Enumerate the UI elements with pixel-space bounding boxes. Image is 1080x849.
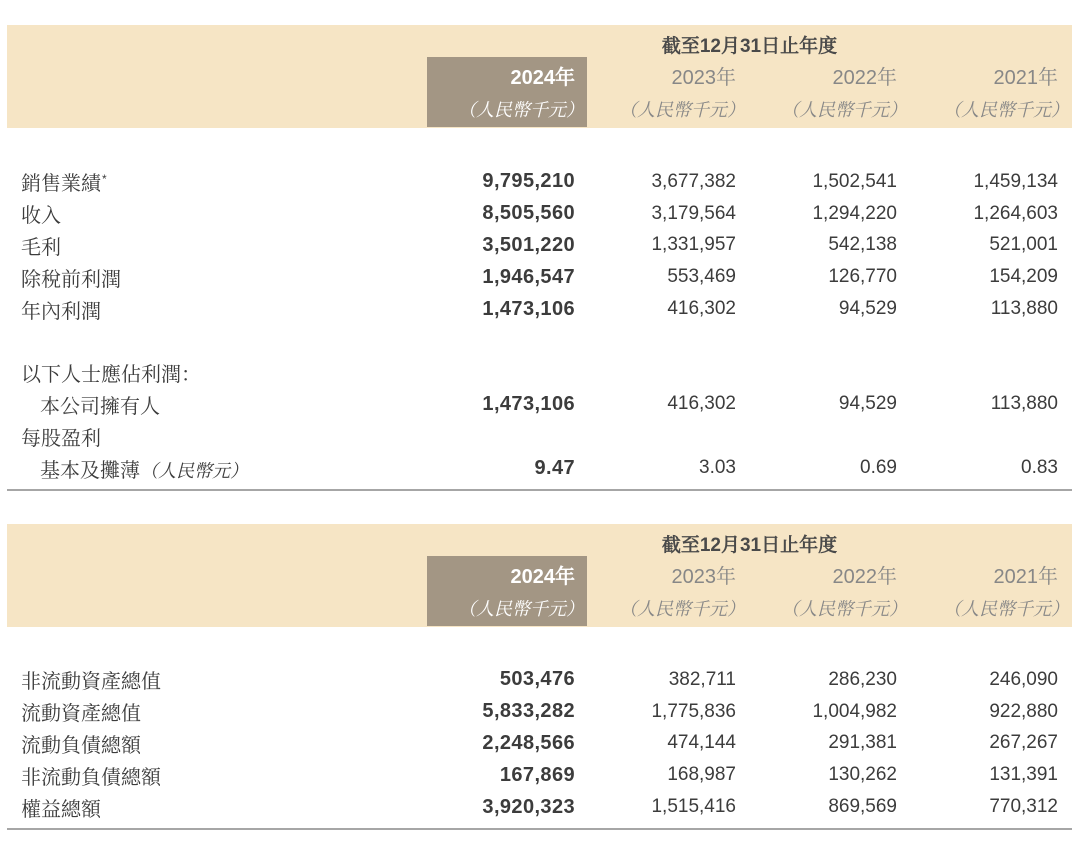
year-header-2024: 2024年 [510,67,575,89]
value-2023: 1,515,416 [651,796,736,818]
unit-header-2021: （人民幣千元） [943,599,1069,619]
value-2023: 382,711 [668,668,736,690]
value-2024: 1,946,547 [482,265,575,288]
row-label: 本公司擁有人 [40,395,160,418]
year-header-2023: 2023年 [671,566,736,588]
row-label: 流動負債總額 [21,734,141,757]
value-2021: 1,264,603 [973,202,1058,224]
row-label: 非流動資產總值 [21,671,161,694]
row-label: 每股盈利 [21,427,101,450]
value-2021: 113,880 [990,393,1058,415]
row-non-current-liabilities [7,759,1072,791]
row-label-text: 基本及攤薄 [40,459,140,482]
row-revenue [7,198,1072,230]
value-2023: 168,987 [667,764,736,786]
table-body [7,128,1072,491]
value-2023: 416,302 [667,393,736,415]
value-2022: 286,230 [828,668,897,690]
value-2024: 3,501,220 [482,233,575,256]
row-profit-for-year [7,293,1072,325]
value-2022: 0.69 [860,457,897,479]
value-2021: 267,267 [989,732,1058,754]
value-2022: 94,529 [838,298,897,320]
row-label-text: 銷售業績 [21,173,101,196]
year-header-2021: 2021年 [993,566,1058,588]
value-2024: 167,869 [499,763,575,786]
value-2021: 131,391 [989,764,1058,786]
balance-summary-table [7,524,1072,830]
year-header-2022: 2022年 [832,566,897,588]
row-total-equity [7,791,1072,823]
row-basic-diluted-eps [7,452,1072,484]
row-label: 以下人士應佔利潤： [21,364,201,387]
unit-header-row [427,97,1072,123]
year-header-2024: 2024年 [510,566,575,588]
year-header-2021: 2021年 [993,67,1058,89]
value-2022: 94,529 [838,393,897,415]
row-label: 收入 [21,205,61,228]
value-2023: 474,144 [667,732,736,754]
row-owners-of-company [7,389,1072,421]
value-2021: 154,209 [989,266,1058,288]
value-2023: 1,331,957 [651,234,736,256]
row-label: 非流動負債總額 [21,766,161,789]
value-2021: 113,880 [990,298,1058,320]
unit-header-row [427,596,1072,622]
value-2024: 503,476 [499,668,575,691]
value-2023: 553,469 [667,266,736,288]
unit-header-2024: （人民幣千元） [458,100,584,120]
value-2024: 9.47 [534,456,575,479]
year-header-2023: 2023年 [671,67,736,89]
unit-header-2023: （人民幣千元） [619,599,745,619]
value-2022: 1,502,541 [812,170,897,192]
footnote-mark: * [102,171,107,186]
unit-header-2023: （人民幣千元） [619,100,745,120]
row-label [7,454,427,483]
row-label-unit: （人民幣元） [140,460,248,481]
value-2023: 3,677,382 [651,170,736,192]
period-header: 截至12月31日止年度 [661,36,838,57]
value-2024: 2,248,566 [482,731,575,754]
income-summary-table [7,25,1072,491]
value-2024: 3,920,323 [482,795,575,818]
value-2024: 1,473,106 [482,392,575,415]
row-current-assets [7,696,1072,728]
row-label: 毛利 [21,236,61,259]
period-header: 截至12月31日止年度 [661,535,838,556]
value-2022: 1,294,220 [812,202,897,224]
value-2021: 521,001 [989,234,1058,256]
value-2022: 130,262 [828,764,897,786]
row-profit-before-tax [7,261,1072,293]
unit-header-2024: （人民幣千元） [458,599,584,619]
value-2022: 291,381 [828,732,897,754]
row-profit-attributable-heading [7,357,1072,389]
year-header-row [427,65,1072,91]
row-sales-performance [7,166,1072,198]
value-2022: 869,569 [828,796,897,818]
row-label: 流動資產總值 [21,703,141,726]
row-spacer [7,325,1072,357]
value-2023: 3,179,564 [651,202,736,224]
table-header-band [7,25,1072,128]
value-2023: 1,775,836 [651,700,736,722]
year-header-2022: 2022年 [832,67,897,89]
row-label: 年內利潤 [21,300,101,323]
row-current-liabilities [7,728,1072,760]
value-2022: 542,138 [828,234,897,256]
row-gross-profit [7,230,1072,262]
value-2021: 770,312 [989,796,1058,818]
value-2024: 8,505,560 [482,202,575,225]
row-label: 權益總額 [21,798,101,821]
row-eps-heading [7,420,1072,452]
value-2021: 1,459,134 [973,170,1058,192]
table-header-band [7,524,1072,627]
value-2023: 416,302 [667,298,736,320]
year-header-row [427,564,1072,590]
value-2023: 3.03 [699,457,736,479]
unit-header-2022: （人民幣千元） [781,100,907,120]
value-2022: 126,770 [828,266,897,288]
value-2024: 9,795,210 [482,170,575,193]
row-non-current-assets [7,664,1072,696]
value-2024: 1,473,106 [482,297,575,320]
unit-header-2022: （人民幣千元） [781,599,907,619]
value-2022: 1,004,982 [812,700,897,722]
row-label [7,167,427,196]
value-2021: 922,880 [989,700,1058,722]
value-2024: 5,833,282 [482,700,575,723]
unit-header-2021: （人民幣千元） [943,100,1069,120]
row-label: 除稅前利潤 [21,268,121,291]
value-2021: 0.83 [1021,457,1058,479]
table-body [7,627,1072,830]
value-2021: 246,090 [989,668,1058,690]
